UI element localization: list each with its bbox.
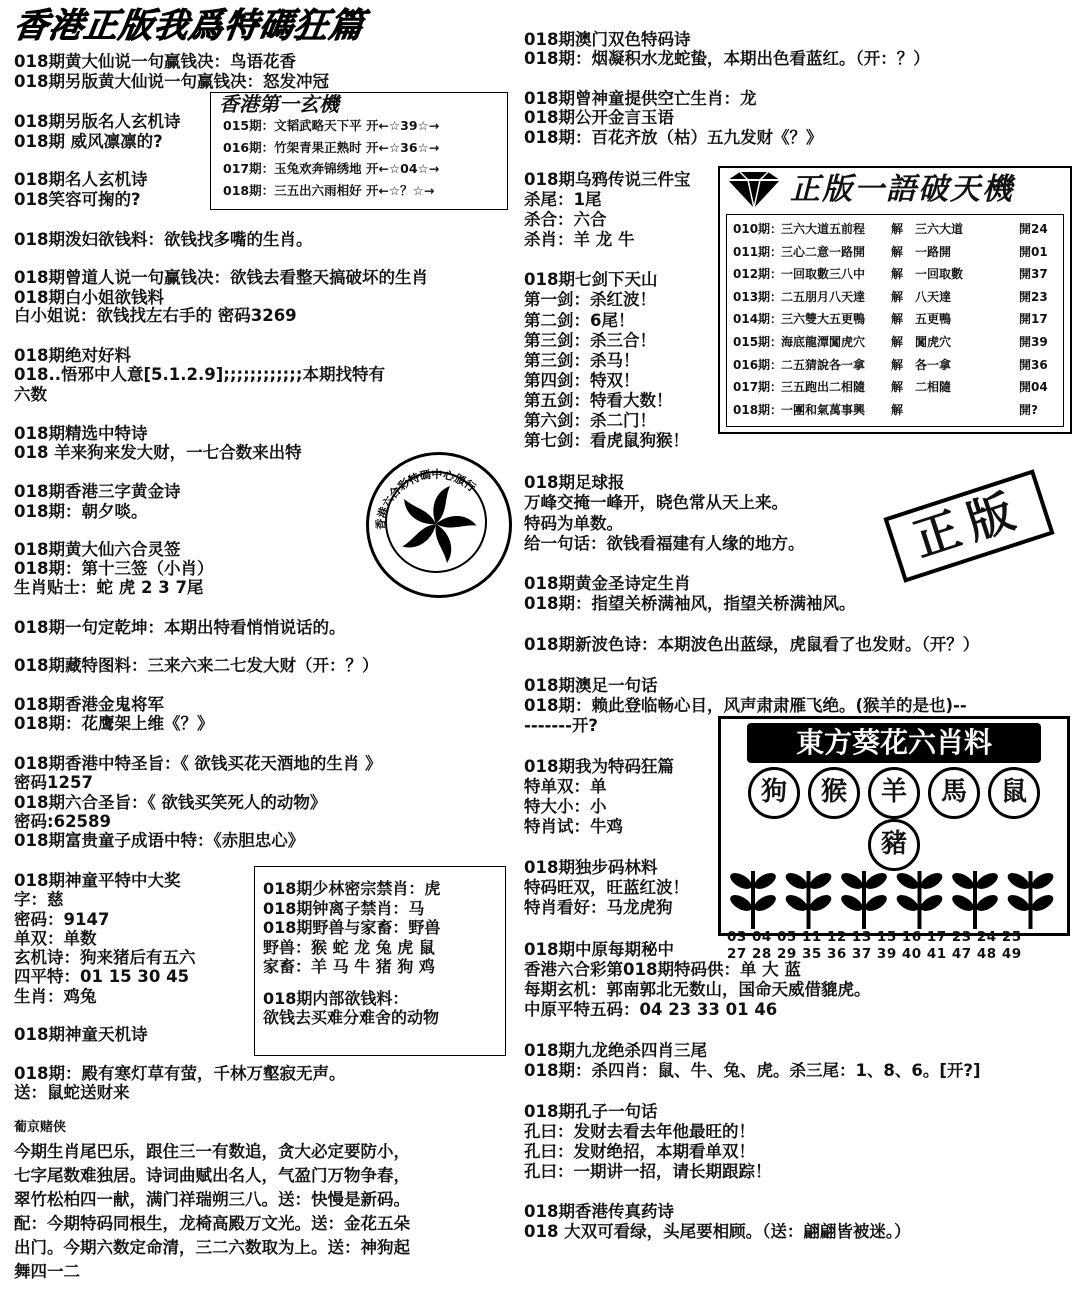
yiyu-cell-b: 二五猜說各一拿: [781, 357, 866, 372]
text-line: 018期我为特码狂篇: [524, 757, 674, 776]
yiyu-row: [733, 377, 1057, 400]
text-line: 第五剑：特看大数！: [524, 391, 673, 410]
text-line: 特肖试：牛鸡: [524, 817, 623, 836]
text-line: 万峰交掩一峰开，晓色常从天上来。: [524, 493, 788, 512]
zodiac-circle: 狗: [748, 767, 800, 819]
yiyu-cell-a: 016期：: [733, 357, 783, 372]
xuanji-box-title: 香港第一玄機: [211, 93, 339, 115]
text-line: 特单双：单: [524, 777, 607, 796]
text-line: 翠竹松柏四一献，满门祥瑞朔三八。送：快慢是新码。: [14, 1190, 410, 1209]
yiyu-cell-c: 解: [891, 267, 904, 282]
text-line: 018期黄大仙说一句赢钱决：鸟语花香: [14, 52, 296, 71]
text-line: 018 大双可看绿，头尾要相顾。（送：翩翩皆被迷。）: [524, 1222, 911, 1241]
text-line: 香港六合彩第018期特码供：单 大 蓝: [524, 960, 801, 979]
flower-stem: [839, 871, 890, 929]
text-line: 特码为单数。: [524, 514, 623, 533]
yiyu-cell-b: 三六大道五前程: [781, 222, 866, 236]
flower-box-title: 東方葵花六肖料: [747, 723, 1041, 763]
text-line: 第七剑：看虎鼠狗猴！: [524, 431, 689, 450]
text-line: 018期：赖此登临畅心目，风声肃肃雁飞绝。(猴羊的是也)--: [524, 696, 967, 715]
text-line: 018 羊来狗来发大财，一七合数来出特: [14, 443, 302, 462]
yiyu-cell-e: 開24: [1019, 222, 1048, 236]
yiyu-cell-e: 開37: [1019, 267, 1048, 282]
text-line: 018期神童天机诗: [14, 1025, 148, 1044]
yiyu-cell-c: 解: [891, 402, 904, 417]
text-line: 018期香港金鬼将军: [14, 695, 164, 714]
flower-box: [718, 716, 1070, 962]
text-line: 白小姐说：欲钱找左右手的 密码3269: [14, 306, 297, 325]
diamond-icon: [724, 170, 784, 210]
text-line: 密码：9147: [14, 910, 110, 929]
flower-stem: [783, 871, 834, 929]
yiyu-cell-c: 解: [891, 222, 904, 236]
yiyu-cell-e: 開23: [1019, 289, 1048, 304]
text-line: 特肖看好：马龙虎狗: [524, 898, 673, 917]
xuanji-row: 018期：三五出六雨相好 开←☆？☆→: [223, 182, 435, 198]
yiyu-cell-a: 012期：: [733, 267, 783, 282]
text-line: 018期泼妇欲钱料：欲钱找多嘴的生肖。: [14, 230, 313, 249]
text-line: 018期香港传真药诗: [524, 1202, 674, 1221]
yiyu-cell-d: 一回取數: [915, 267, 964, 282]
text-line: 送：鼠蛇送财来: [14, 1083, 130, 1102]
text-line: 生肖贴士：蛇 虎 2 3 7尾: [14, 578, 204, 597]
text-line: 生肖：鸡兔: [14, 987, 97, 1006]
text-line: 018期富贵童子成语中特：《赤胆忠心》: [14, 831, 305, 850]
text-line: 杀肖：羊 龙 牛: [524, 230, 635, 249]
yiyu-cell-b: 三心二意一路開: [781, 244, 866, 259]
text-line: 每期玄机：郭南郭北无数山，国命天威借貔虎。: [524, 980, 871, 999]
flower-nums-row-1: 03 04 05 11 12 13 15 16 17 23 24 25: [727, 929, 1022, 945]
yiyu-cell-b: 二五朋月八天達: [781, 289, 866, 304]
text-line: 密码1257: [14, 773, 93, 792]
yiyu-cell-a: 017期：: [733, 380, 783, 395]
flower-stem: [1005, 871, 1056, 929]
shaolin-line: 018期野兽与家畜：野兽: [263, 918, 441, 937]
shaolin-lines: [255, 867, 505, 1028]
text-line: 018期白小姐欲钱料: [14, 288, 164, 307]
text-line: 018期澳足一句话: [524, 676, 658, 695]
shaolin-box: [254, 866, 506, 1056]
shaolin-line: 野兽：猴 蛇 龙 兔 虎 鼠: [263, 937, 435, 957]
yiyu-row: [733, 309, 1057, 332]
text-line: 018期乌鸦传说三件宝: [524, 170, 691, 189]
text-line: 第三剑：杀马！: [524, 351, 640, 370]
text-line: 018期：花鹰架上维《？》: [14, 714, 214, 733]
text-line: 018期黄大仙六合灵签: [14, 540, 181, 559]
seal-ring-text: [366, 452, 506, 592]
yiyu-cell-b: 一團和氣萬事興: [781, 402, 866, 417]
yiyu-cell-e: 開17: [1019, 312, 1048, 327]
text-line: 七字尾数难独居。诗词曲赋出名人，气盈门万物争春，: [14, 1166, 410, 1185]
text-line: 018期：杀四肖：鼠、牛、兔、虎。杀三尾：1、8、6。[开?]: [524, 1061, 981, 1080]
text-line: 孔曰：一期讲一招，请长期跟踪！: [524, 1162, 772, 1181]
zodiac-row: [721, 767, 1067, 871]
zodiac-circle: 鼠: [988, 767, 1040, 819]
text-line: 018期：朝夕啖。: [14, 502, 148, 521]
yiyu-cell-a: 018期：: [733, 402, 783, 417]
yiyu-cell-d: 八天達: [915, 289, 952, 304]
yiyu-title: 正版一語破天機: [790, 172, 1014, 207]
text-line: 018期七剑下天山: [524, 270, 658, 289]
yiyu-header: [720, 168, 1070, 214]
text-line: 018期曾道人说一句赢钱决：欲钱去看整天搞破坏的生肖: [14, 268, 428, 287]
text-line: 孔曰：发财去看去年他最旺的！: [524, 1122, 755, 1141]
yiyu-rows: [726, 214, 1064, 427]
yiyu-row: [733, 242, 1057, 265]
yiyu-cell-d: 二相隨: [915, 380, 952, 395]
text-line: 018期另版名人玄机诗: [14, 112, 181, 131]
yiyu-cell-c: 解: [891, 289, 904, 304]
zodiac-circle: 羊: [868, 767, 920, 819]
text-line: 密码:62589: [14, 812, 112, 831]
yiyu-cell-a: 014期：: [733, 312, 783, 327]
shaolin-line: 018期少林密宗禁肖：虎: [263, 879, 441, 898]
text-line: 孔曰：发财绝招，本期看单双！: [524, 1142, 755, 1161]
yiyu-cell-d: 闖虎穴: [915, 334, 952, 349]
text-line: 018期孔子一句话: [524, 1102, 658, 1121]
yiyu-cell-b: 三五跑出二相隨: [781, 380, 866, 395]
flower-stem: [894, 871, 945, 929]
yiyu-cell-d: 五更鴨: [915, 312, 952, 327]
text-line: 018期：烟凝积水龙蛇蛰，本期出色看蓝红。（开：？）: [524, 49, 930, 68]
text-line: 018期：百花齐放（枯）五九发财《？》: [524, 128, 823, 147]
text-line: 018期：殿有寒灯草有萤，千林万壑寂无声。: [14, 1064, 346, 1083]
zodiac-circle: 豬: [868, 819, 920, 871]
text-line: 018期独步码林料: [524, 858, 658, 877]
text-line: 018期公开金言玉语: [524, 108, 674, 127]
flower-stem: [728, 871, 779, 929]
text-line: 杀合：六合: [524, 210, 607, 229]
shaolin-line: 018期内部欲钱料：: [263, 988, 409, 1008]
text-line: 018期：第十三签（小肖）: [14, 559, 214, 578]
text-line: 018期澳门双色特码诗: [524, 30, 691, 49]
text-line: 特大小：小: [524, 797, 607, 816]
yiyu-cell-e: 開36: [1019, 357, 1048, 372]
text-line: 出门。今期六数定命清，三二六数取为上。送：神狗起: [14, 1238, 410, 1257]
text-line: -------开?: [524, 716, 599, 735]
hk-seal: [366, 452, 512, 598]
text-line: 018期 威风凛凛的?: [14, 132, 163, 151]
yiyu-row: [733, 355, 1057, 378]
text-line: 018期名人玄机诗: [14, 170, 148, 189]
text-line: 018期黄金圣诗定生肖: [524, 574, 691, 593]
text-line: 018期新波色诗：本期波色出蓝绿，虎鼠看了也发财。（开？）: [524, 635, 980, 654]
xuanji-rows: [211, 115, 507, 201]
text-line: 第二剑：6尾！: [524, 311, 635, 330]
yiyu-row: [733, 332, 1057, 355]
page-title: 香港正版我爲特碼狂篇: [11, 6, 367, 46]
yiyu-cell-e: 開04: [1019, 380, 1048, 395]
svg-text:香港六合彩特碼中心頒行: 香港六合彩特碼中心頒行: [373, 467, 479, 531]
yiyu-row: [733, 264, 1057, 287]
text-line: 特码旺双，旺蓝红波！: [524, 878, 689, 897]
text-line: 给一句话：欲钱看福建有人缘的地方。: [524, 534, 805, 553]
text-line: 第一剑：杀红波！: [524, 290, 656, 309]
yiyu-cell-c: 解: [891, 380, 904, 395]
yiyu-cell-a: 013期：: [733, 289, 783, 304]
yiyu-cell-e: 開39: [1019, 334, 1048, 349]
text-line: 018期九龙绝杀四肖三尾: [524, 1041, 707, 1060]
yiyu-cell-b: 三六雙大五更鴨: [781, 312, 866, 327]
yiyu-cell-d: 三六大道: [915, 222, 964, 236]
yiyu-cell-e: 開?: [1019, 402, 1038, 417]
text-line: 018笑容可掬的?: [14, 190, 141, 209]
yiyu-cell-d: 各一拿: [915, 357, 952, 372]
text-line: 字：慈: [14, 890, 64, 909]
text-line: 018期中原每期秘中: [524, 940, 674, 959]
text-line: 六数: [14, 385, 47, 404]
text-line: 018期香港中特圣旨：《 欲钱买花天酒地的生肖 》: [14, 754, 382, 773]
xuanji-row: 015期：文韬武略天下平 开←☆39☆→: [223, 118, 440, 133]
text-line: 玄机诗：狗来猪后有五六: [14, 948, 196, 967]
shaolin-line: 018期钟离子禁肖：马: [263, 898, 425, 918]
text-line: 第三剑：杀三合！: [524, 331, 656, 350]
xuanji-box: [210, 92, 508, 210]
yiyu-cell-c: 解: [891, 244, 904, 259]
text-line: 第六剑：杀二门！: [524, 411, 656, 430]
xuanji-row: 017期：玉兔欢奔锦绣地 开←☆04☆→: [223, 161, 440, 176]
text-line: 018期曾神童提供空亡生肖：龙: [524, 89, 757, 108]
xuanji-row: 016期：竹架青果正熟时 开←☆36☆→: [223, 139, 440, 155]
text-line: 018期香港三字黄金诗: [14, 482, 181, 501]
yiyu-row: [733, 219, 1057, 242]
zodiac-circle: 猴: [808, 767, 860, 819]
text-line: 018期：指望关桥满袖风，指望关桥满袖风。: [524, 594, 856, 613]
zhengban-stamp: 正版: [883, 469, 1054, 582]
text-line: 018..悟邪中人意[5.1.2.9];;;;;;;;;;;;本期找特有: [14, 365, 385, 384]
text-line: 今期生肖尾巴乐，跟住三一有数追，贪大必定要防小，: [14, 1142, 410, 1161]
yiyu-cell-b: 一回取數三八中: [781, 267, 866, 282]
text-line: 018期精选中特诗: [14, 424, 148, 443]
yiyu-cell-d: 一路開: [915, 244, 952, 259]
flower-stems-icon: [721, 871, 1061, 929]
text-line: 葡京赌侠: [14, 1120, 67, 1135]
yiyu-cell-e: 開01: [1019, 244, 1048, 259]
text-line: 018期绝对好料: [14, 346, 131, 365]
text-line: 018期另版黄大仙说一句赢钱决：怒发冲冠: [14, 72, 329, 91]
yiyu-cell-a: 015期：: [733, 334, 783, 349]
zodiac-circle: 馬: [928, 767, 980, 819]
shaolin-line: 欲钱去买难分难舍的动物: [263, 1008, 440, 1027]
text-line: 018期六合圣旨：《 欲钱买笑死人的动物》: [14, 793, 327, 812]
text-line: 018期一句定乾坤：本期出特看悄悄说话的。: [14, 618, 346, 637]
text-line: 单双：单数: [14, 929, 97, 948]
yiyu-cell-c: 解: [891, 334, 904, 349]
text-line: 018期神童平特中大奖: [14, 871, 181, 890]
text-line: 杀尾：1尾: [524, 190, 602, 209]
text-line: 配：今期特码同根生，龙椅高殿万文光。送：金花五朵: [14, 1214, 410, 1233]
shaolin-line: 家畜：羊 马 牛 猪 狗 鸡: [263, 957, 435, 976]
flower-nums-row-2: 27 28 29 35 36 37 39 40 41 47 48 49: [727, 946, 1022, 962]
text-line: 018期藏特图料：三来六来二七发大财（开：？）: [14, 656, 379, 675]
text-line: 第四剑：特双！: [524, 371, 640, 390]
shaolin-line: [263, 977, 499, 989]
flower-stem: [950, 871, 1001, 929]
text-line: 四平特：01 15 30 45: [14, 967, 190, 986]
yiyu-row: [733, 287, 1057, 310]
yiyu-cell-c: 解: [891, 312, 904, 327]
yiyu-row: [733, 400, 1057, 423]
yiyu-cell-c: 解: [891, 357, 904, 372]
text-line: 舞四一二: [14, 1262, 80, 1281]
text-line: 018期足球报: [524, 473, 625, 492]
yiyu-cell-a: 010期：: [733, 222, 783, 236]
yiyu-box: [718, 166, 1072, 434]
yiyu-cell-b: 海底龍潭闖虎穴: [781, 334, 866, 349]
yiyu-cell-a: 011期：: [733, 244, 783, 259]
text-line: 中原平特五码：04 23 33 01 46: [524, 1000, 778, 1019]
